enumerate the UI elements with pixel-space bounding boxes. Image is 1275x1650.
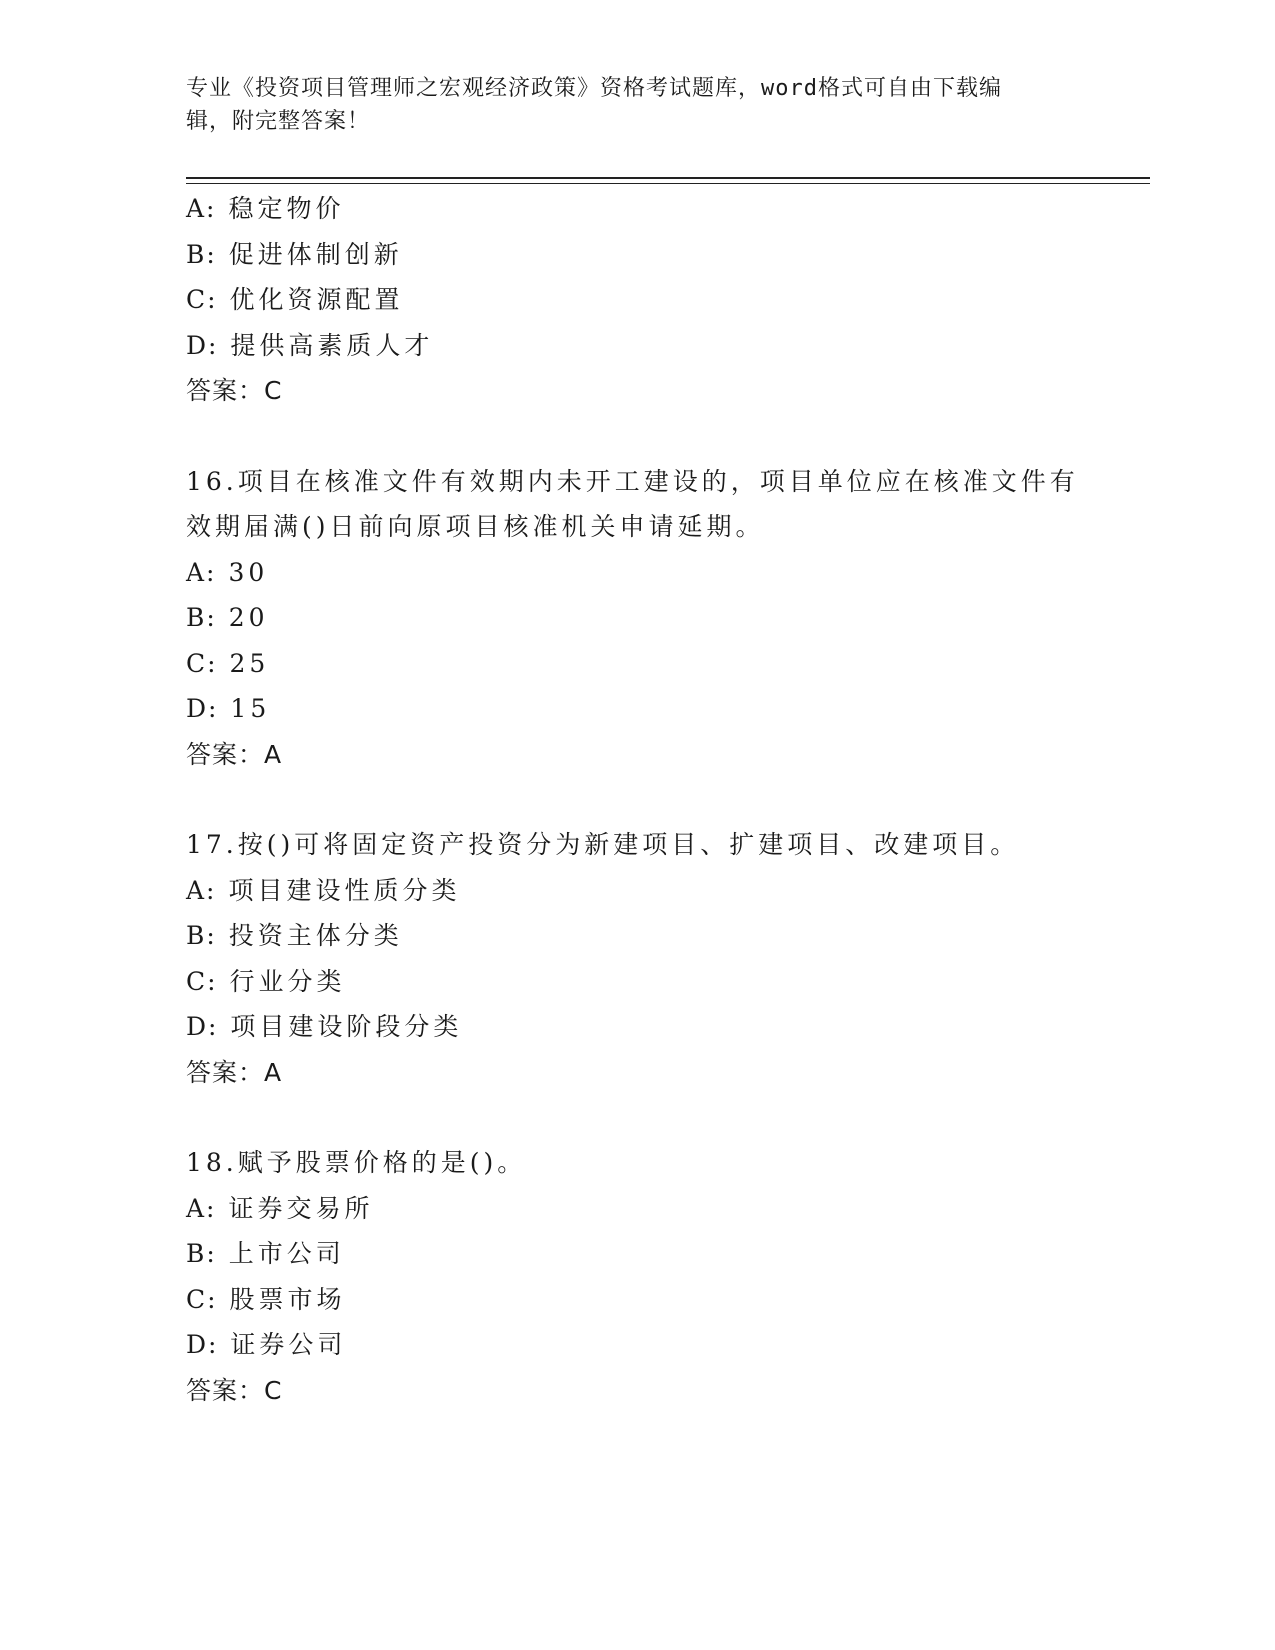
- option-text: 优化资源配置: [229, 285, 404, 314]
- question-stem-line-1: 18.赋予股票价格的是()。: [186, 1148, 527, 1177]
- question-stem-line-1: 16.项目在核准文件有效期内未开工建设的，项目单位应在核准文件有: [186, 466, 1079, 496]
- option-a: [186, 1186, 1086, 1232]
- option-d: [186, 686, 1086, 732]
- option-letter: D:: [186, 330, 219, 360]
- option-text: 15: [230, 694, 271, 723]
- option-b: [186, 232, 1086, 278]
- option-text: 促进体制创新: [228, 239, 403, 269]
- option-letter: C:: [186, 648, 218, 678]
- option-letter: A:: [186, 194, 217, 223]
- option-letter: A:: [186, 1193, 217, 1223]
- option-text: 项目建设性质分类: [228, 875, 461, 905]
- question-18: [186, 1140, 1086, 1413]
- option-letter: C:: [186, 966, 218, 996]
- option-letter: A:: [186, 875, 217, 905]
- option-letter: B:: [186, 603, 217, 632]
- question-16: [186, 459, 1086, 778]
- option-letter: D:: [186, 694, 219, 723]
- option-text: 25: [229, 648, 270, 678]
- header-line-1: 专业《投资项目管理师之宏观经济政策》资格考试题库，word格式可自由下载编: [186, 76, 1002, 101]
- option-text: 稳定物价: [228, 194, 345, 223]
- option-text: 提供高素质人才: [230, 330, 434, 360]
- question-spacer: [186, 414, 1086, 459]
- option-b: [186, 1231, 1086, 1277]
- header-divider-thick: [186, 177, 1150, 179]
- option-text: 上市公司: [228, 1239, 345, 1268]
- question-spacer: [186, 777, 1086, 822]
- question-17: [186, 822, 1086, 1095]
- option-b: [186, 595, 1086, 641]
- answer-line: 答案：A: [186, 1057, 283, 1087]
- question-spacer: [186, 1095, 1086, 1140]
- option-letter: C:: [186, 1284, 218, 1314]
- option-b: [186, 913, 1086, 959]
- option-d: [186, 1322, 1086, 1368]
- question-15-continued: [186, 186, 1086, 414]
- option-letter: C:: [186, 285, 218, 314]
- document-header: [186, 72, 1066, 138]
- option-text: 证券公司: [230, 1330, 347, 1359]
- option-c: [186, 277, 1086, 323]
- option-a: [186, 186, 1086, 232]
- option-c: [186, 641, 1086, 687]
- question-list: [186, 186, 1086, 1413]
- option-letter: B:: [186, 921, 217, 950]
- question-stem-line-1: 17.按()可将固定资产投资分为新建项目、扩建项目、改建项目。: [186, 830, 1020, 859]
- answer-line: 答案：C: [186, 1375, 283, 1405]
- option-d: [186, 323, 1086, 369]
- question-stem-line-2: 效期届满()日前向原项目核准机关申请延期。: [186, 512, 765, 541]
- option-letter: D:: [186, 1012, 219, 1041]
- option-text: 证券交易所: [228, 1193, 374, 1223]
- option-c: [186, 959, 1086, 1005]
- header-divider-thin: [186, 183, 1150, 184]
- option-c: [186, 1277, 1086, 1323]
- option-text: 30: [228, 557, 269, 587]
- header-line-2: 辑，附完整答案！: [186, 109, 371, 134]
- option-text: 股票市场: [229, 1284, 346, 1314]
- option-letter: D:: [186, 1330, 219, 1359]
- answer-line: 答案：A: [186, 739, 283, 769]
- option-letter: A:: [186, 557, 217, 587]
- option-letter: B:: [186, 239, 217, 269]
- answer-line: 答案：C: [186, 376, 283, 405]
- option-a: [186, 868, 1086, 914]
- option-letter: B:: [186, 1239, 217, 1268]
- option-text: 20: [228, 603, 269, 632]
- option-text: 项目建设阶段分类: [230, 1012, 463, 1041]
- option-text: 行业分类: [229, 966, 346, 996]
- option-text: 投资主体分类: [228, 921, 403, 950]
- option-a: [186, 550, 1086, 596]
- option-d: [186, 1004, 1086, 1050]
